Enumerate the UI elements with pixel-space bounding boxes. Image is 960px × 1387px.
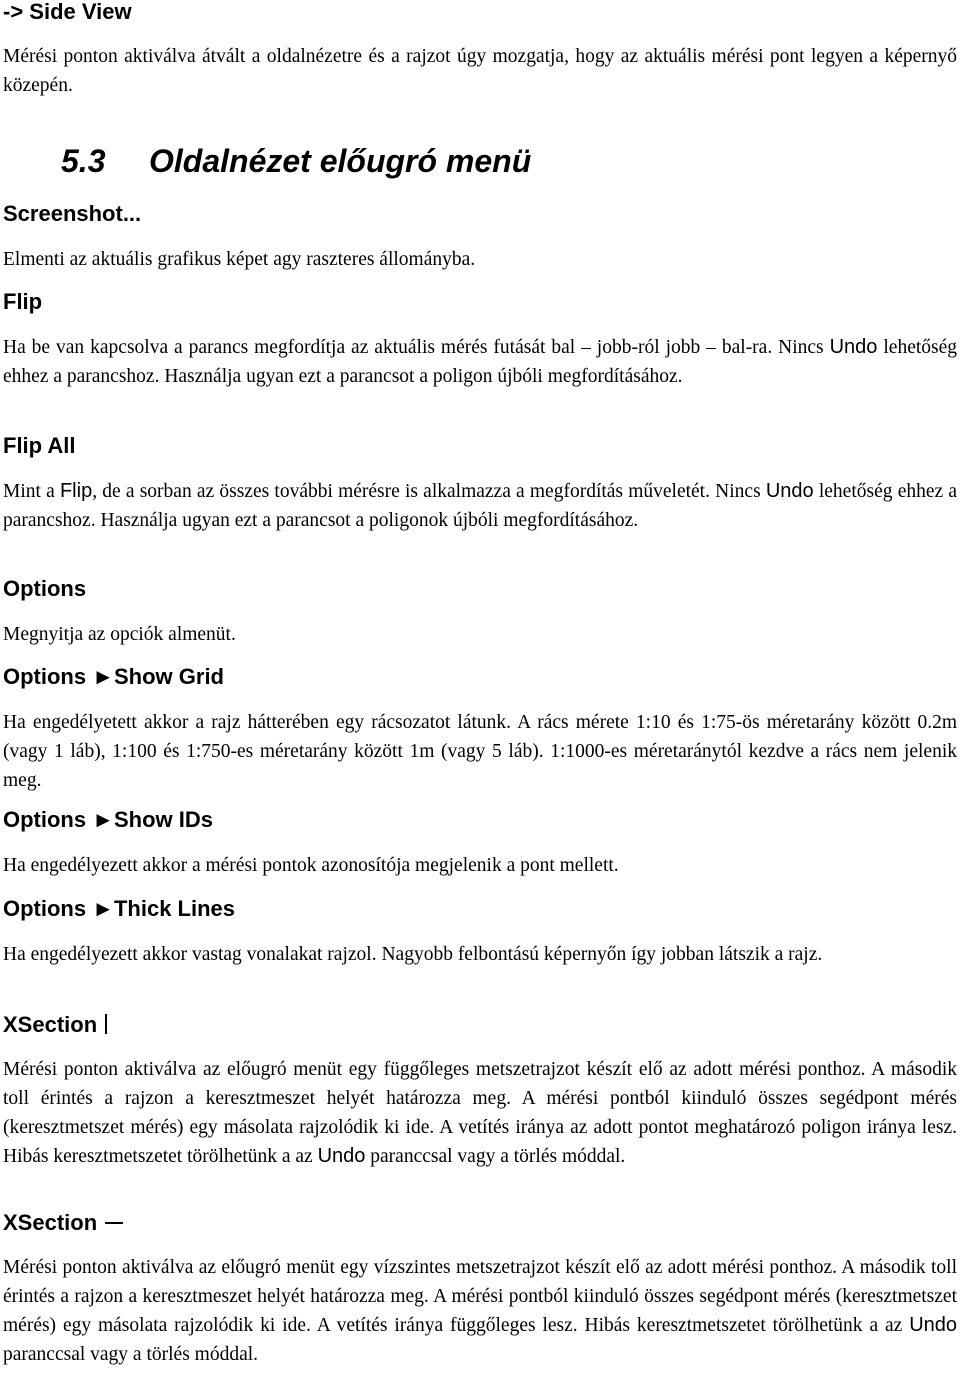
section-title <box>61 143 531 179</box>
flip-heading: Flip <box>3 289 43 314</box>
xsection-vertical-heading: XSection <box>3 1012 107 1038</box>
show-ids-heading: Options ►Show IDs <box>3 807 213 832</box>
thick-lines-heading: Options ►Thick Lines <box>3 896 236 921</box>
xsection-horizontal-text: Mérési ponton aktiválva az előugró menüt egy vízszintes metszetrajzot készít elő az adott mérési ponthoz. A második toll érintés a rajzon a keresztmeszet helyét határozza meg. A mérési pontból kiinduló összes segédpont mérés (keresztmetszet mérés) egy másolata rajzolódik ki ide. A vetítés iránya függőleges lesz. Hibás keresztmetszetet törölhetünk a az Undo paranccsal vagy a törlés móddal. <box>3 1257 957 1365</box>
screenshot-heading: Screenshot... <box>3 201 142 226</box>
screenshot-text: Elmenti az aktuális grafikus képet agy raszteres állományba. <box>3 249 476 270</box>
xsection-vertical-text: Mérési ponton aktiválva az előugró menüt egy függőleges metszetrajzot készít elő az adott mérési ponthoz. A második toll érintés a rajzon a keresztmeszet helyét határozza meg. A mérési pontból kiinduló összes segédpont mérés (keresztmetszet mérés) egy másolata rajzolódik ki ide. A vetítés iránya az adott pontot meghatározó poligon iránya lesz. Hibás keresztmetszetet törölhetünk a az Undo paranccsal vagy a törlés móddal. <box>3 1059 957 1167</box>
horizontal-dash-symbol <box>105 1222 123 1224</box>
show-ids-text: Ha engedélyezett akkor a mérési pontok azonosítója megjelenik a pont mellett. <box>3 855 619 876</box>
undo-term: Undo <box>909 1314 957 1336</box>
section-title-text: Oldalnézet előugró menü <box>149 143 532 179</box>
flip-text: Ha be van kapcsolva a parancs megfordítja az aktuális mérés futását bal – jobb-ról jobb – bal-ra. Nincs Undo lehetőség ehhez a parancshoz. Használja ugyan ezt a parancsot a poligon újbóli megfordításához. <box>3 336 958 387</box>
thick-lines-text: Ha engedélyezett akkor vastag vonalakat rajzol. Nagyobb felbontású képernyőn így jobban látszik a rajz. <box>3 944 823 965</box>
show-grid-heading: Options ►Show Grid <box>3 664 224 689</box>
undo-term: Undo <box>829 336 878 358</box>
flip-term: Flip <box>59 480 93 502</box>
side-view-text: Mérési ponton aktiválva átvált a oldalnézetre és a rajzot úgy mozgatja, hogy az aktuális mérési pont legyen a képernyő közepén. <box>3 46 957 96</box>
undo-term: Undo <box>317 1145 366 1167</box>
side-view-heading: -> Side View <box>3 0 132 24</box>
xsection-horizontal-heading: XSection <box>3 1210 123 1236</box>
vertical-bar-symbol <box>105 1014 107 1034</box>
options-text: Megnyitja az opciók almenüt. <box>3 624 236 645</box>
section-number: 5.3 <box>61 143 106 179</box>
undo-term: Undo <box>765 480 814 502</box>
options-heading: Options <box>3 576 87 601</box>
flip-all-text: Mint a Flip, de a sorban az összes további mérésre is alkalmazza a megfordítás műveletét. Nincs Undo lehetőség ehhez a parancshoz. Használja ugyan ezt a parancsot a poligonok újbóli megfordításához. <box>3 480 957 531</box>
show-grid-text: Ha engedélyetett akkor a rajz hátterében egy rácsozatot látunk. A rács mérete 1:10 és 1:75-ös méretarány között 0.2m (vagy 1 láb), 1:100 és 1:750-es méretarány között 1m (vagy 5 láb). 1:1000-es méretaránytól kezdve a rács nem jelenik meg. <box>3 712 957 791</box>
flip-all-heading: Flip All <box>3 433 76 458</box>
